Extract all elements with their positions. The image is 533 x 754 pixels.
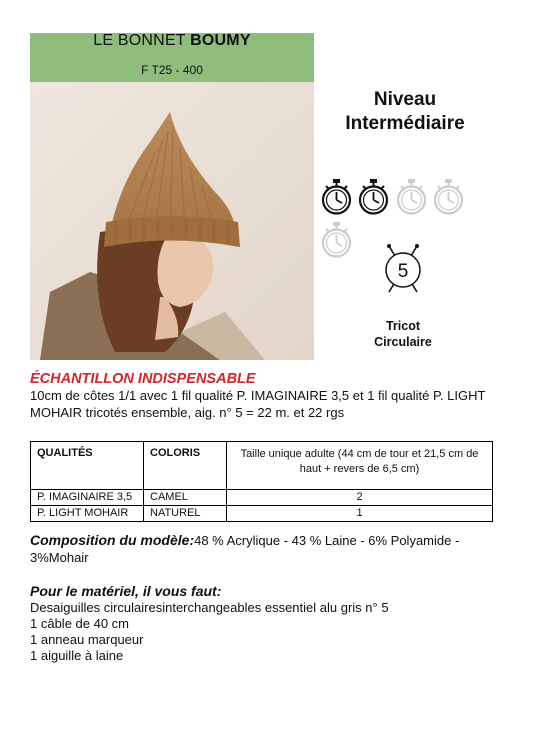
composition	[30, 532, 500, 566]
list-item: Desaiguilles circulairesinterchangeables essentiel alu gris n° 5	[30, 600, 389, 615]
row-quantity: 1	[227, 506, 493, 522]
materials-title: Pour le matériel, il vous faut:	[30, 583, 222, 599]
technique-line-2: Circulaire	[374, 335, 432, 349]
pattern-header	[30, 33, 314, 82]
quantities-table	[30, 441, 493, 522]
header-qualites: QUALITÉS	[31, 442, 144, 490]
stopwatch-icon-empty	[432, 178, 465, 216]
technique-line-1: Tricot	[385, 319, 421, 333]
sample-title: ÉCHANTILLON INDISPENSABLE	[30, 371, 256, 387]
stopwatch-icon-empty	[320, 221, 353, 259]
level-value: Intermédiaire	[345, 113, 465, 134]
model-photo	[30, 82, 314, 360]
composition-text: 48 % Acrylique - 43 % Laine - 6% Polyamide - 3%Mohair	[30, 533, 460, 565]
pattern-title: LE BONNET BOUMY	[93, 32, 251, 49]
table-header-row	[31, 442, 493, 490]
stopwatch-icon-filled	[357, 178, 390, 216]
stopwatch-icon-empty	[395, 178, 428, 216]
table-row	[31, 490, 493, 506]
row-quantity: 2	[227, 490, 493, 506]
needle-size: 5	[397, 261, 409, 282]
row-color: CAMEL	[144, 490, 227, 506]
knitting-needle-icon	[381, 244, 425, 294]
difficulty-timers	[320, 178, 490, 218]
difficulty-level	[330, 88, 480, 136]
row-color: NATUREL	[144, 506, 227, 522]
composition-label: Composition du modèle:	[30, 532, 195, 548]
sample-text: 10cm de côtes 1/1 avec 1 fil qualité P. IMAGINAIRE 3,5 et 1 fil qualité P. LIGHT MOHAIR tricotés ensemble, aig. n° 5 = 22 m. et 22 rgs	[30, 388, 486, 420]
pattern-name: BOUMY	[190, 32, 251, 49]
stopwatch-icon-filled	[320, 178, 353, 216]
row-quality: P. LIGHT MOHAIR	[31, 506, 144, 522]
list-item: 1 aiguille à laine	[30, 648, 124, 663]
pattern-reference: F T25 - 400	[141, 63, 203, 77]
materials-list	[30, 600, 389, 664]
row-quality: P. IMAGINAIRE 3,5	[31, 490, 144, 506]
header-coloris: COLORIS	[144, 442, 227, 490]
table-row	[31, 506, 493, 522]
header-size: Taille unique adulte (44 cm de tour et 21,5 cm de haut + revers de 6,5 cm)	[227, 442, 493, 490]
level-label: Niveau	[373, 89, 437, 110]
list-item: 1 câble de 40 cm	[30, 616, 130, 631]
list-item: 1 anneau marqueur	[30, 632, 144, 647]
technique-label	[360, 318, 446, 350]
